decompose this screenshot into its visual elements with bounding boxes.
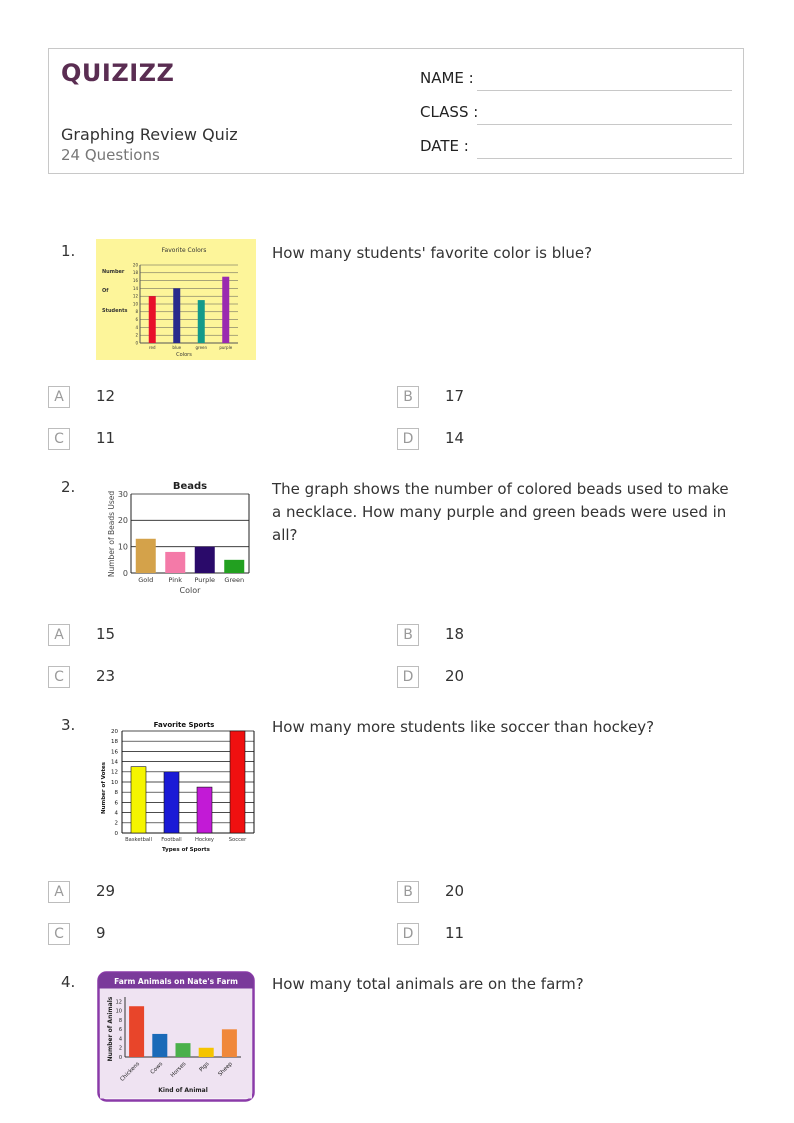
bar <box>131 767 146 833</box>
y-tick-label: 18 <box>111 739 118 746</box>
farm-animals-chart <box>97 971 255 1102</box>
question-number: 1. <box>61 242 76 260</box>
y-tick-label: 18 <box>132 270 138 276</box>
bar <box>176 1043 191 1057</box>
bar <box>173 288 180 343</box>
worksheet-header <box>48 48 744 174</box>
y-tick-label: 0 <box>114 830 118 837</box>
y-tick-label: 6 <box>114 800 118 807</box>
option-b-box[interactable]: B <box>397 881 419 903</box>
y-axis-label: Number of Votes <box>101 762 107 814</box>
y-axis-label-part: Students <box>102 308 128 314</box>
y-tick-label: 12 <box>132 293 138 299</box>
bar <box>198 300 205 343</box>
y-axis-label-part: Of <box>102 288 109 294</box>
chart-title: Favorite Colors <box>161 247 207 254</box>
option-a-text[interactable]: 15 <box>96 625 116 643</box>
option-a-text[interactable]: 12 <box>96 387 116 405</box>
option-d-text[interactable]: 14 <box>445 429 465 447</box>
y-tick-label: 2 <box>114 820 118 827</box>
y-tick-label: 10 <box>111 779 118 786</box>
bar <box>136 539 156 573</box>
question-text: The graph shows the number of colored beads used to make a necklace. How many purple and green beads were used in all? <box>272 480 729 544</box>
option-c-text[interactable]: 11 <box>96 429 116 447</box>
option-a-text[interactable]: 29 <box>96 882 116 900</box>
bar <box>199 1048 214 1057</box>
x-axis-label: Types of Sports <box>162 847 210 853</box>
x-category-label: blue <box>172 345 182 350</box>
y-tick-label: 2 <box>118 1045 122 1052</box>
option-a-box[interactable]: A <box>48 624 70 646</box>
option-d-text[interactable]: 11 <box>445 924 465 942</box>
y-tick-label: 6 <box>135 317 138 322</box>
y-axis-label: Number of Beads Used <box>107 490 116 578</box>
x-category-label: Green <box>224 576 245 584</box>
x-category-label: Horses <box>169 1061 188 1079</box>
y-tick-label: 8 <box>118 1017 122 1024</box>
option-c-text[interactable]: 9 <box>96 924 106 942</box>
y-tick-label: 4 <box>114 810 118 817</box>
name-label: NAME : <box>420 69 474 87</box>
x-category-label: green <box>195 345 208 350</box>
y-axis-label: Number of Animals <box>107 996 114 1062</box>
x-category-label: Sheep <box>217 1061 234 1078</box>
date-label: DATE : <box>420 137 469 155</box>
chart-title: Farm Animals on Nate's Farm <box>114 977 238 986</box>
chart-title: Favorite Sports <box>153 721 215 729</box>
beads-chart <box>104 477 254 597</box>
class-label: CLASS : <box>420 103 479 121</box>
y-tick-label: 20 <box>117 516 128 526</box>
bar <box>195 547 215 573</box>
y-tick-label: 14 <box>111 759 118 766</box>
option-c-text[interactable]: 23 <box>96 667 116 685</box>
option-a-box[interactable]: A <box>48 386 70 408</box>
question-number: 3. <box>61 716 76 734</box>
bar <box>222 277 229 343</box>
x-axis-label: Colors <box>176 352 192 358</box>
y-tick-label: 0 <box>135 340 138 346</box>
y-tick-label: 0 <box>122 568 128 578</box>
x-category-label: Pink <box>168 576 182 584</box>
x-category-label: Chickens <box>119 1061 142 1083</box>
y-axis-label-part: Number <box>102 269 125 275</box>
option-d-box[interactable]: D <box>397 923 419 945</box>
x-category-label: Hockey <box>194 837 215 843</box>
option-c-box[interactable]: C <box>48 923 70 945</box>
y-tick-label: 16 <box>111 749 118 756</box>
y-tick-label: 30 <box>117 489 128 499</box>
y-tick-label: 12 <box>111 769 118 776</box>
option-c-box[interactable]: C <box>48 428 70 450</box>
bar <box>197 787 212 833</box>
question-text: How many students' favorite color is blue? <box>272 244 593 262</box>
y-tick-label: 8 <box>114 790 118 797</box>
y-tick-label: 10 <box>115 1008 122 1015</box>
question-count: 24 Questions <box>61 146 160 164</box>
x-axis-label: Color <box>179 586 201 595</box>
bar <box>164 772 179 833</box>
y-tick-label: 14 <box>132 285 138 291</box>
y-tick-label: 4 <box>135 324 138 330</box>
bar <box>165 552 185 573</box>
x-category-label: Pigs <box>198 1061 211 1074</box>
bar <box>152 1034 167 1057</box>
x-category-label: Gold <box>138 576 154 584</box>
date-line <box>477 158 732 159</box>
bar <box>224 560 244 573</box>
y-tick-label: 0 <box>118 1054 122 1061</box>
option-d-box[interactable]: D <box>397 666 419 688</box>
x-axis-label: Kind of Animal <box>158 1087 208 1094</box>
option-b-box[interactable]: B <box>397 386 419 408</box>
x-category-label: Football <box>161 837 182 843</box>
name-field[interactable] <box>420 69 732 91</box>
option-d-text[interactable]: 20 <box>445 667 465 685</box>
question-number: 2. <box>61 478 76 496</box>
y-tick-label: 4 <box>118 1036 122 1043</box>
x-category-label: red <box>148 345 156 350</box>
y-tick-label: 16 <box>132 278 138 283</box>
y-tick-label: 10 <box>132 301 138 307</box>
option-a-box[interactable]: A <box>48 881 70 903</box>
y-tick-label: 10 <box>117 542 128 552</box>
question-text: How many total animals are on the farm? <box>272 975 584 993</box>
y-tick-label: 20 <box>111 728 118 735</box>
option-b-box[interactable]: B <box>397 624 419 646</box>
x-category-label: Basketball <box>125 837 152 843</box>
date-field[interactable] <box>420 137 732 159</box>
favorite-sports-chart <box>98 717 258 857</box>
x-category-label: Cows <box>149 1061 165 1076</box>
y-tick-label: 2 <box>135 332 138 338</box>
chart-title: Beads <box>172 481 208 492</box>
option-c-box[interactable]: C <box>48 666 70 688</box>
bar <box>149 296 156 343</box>
y-tick-label: 12 <box>115 999 122 1006</box>
option-b-text[interactable]: 20 <box>445 882 465 900</box>
option-b-text[interactable]: 18 <box>445 625 465 643</box>
bar <box>129 1006 144 1057</box>
favorite-colors-chart <box>96 239 256 360</box>
y-tick-label: 6 <box>118 1027 122 1034</box>
class-field[interactable] <box>420 103 732 125</box>
x-category-label: purple <box>219 345 233 350</box>
bar <box>230 731 245 833</box>
y-tick-label: 8 <box>135 309 138 315</box>
quizizz-logo: QUIZIZZ <box>61 59 175 87</box>
quiz-title: Graphing Review Quiz <box>61 125 238 144</box>
question-number: 4. <box>61 973 76 991</box>
y-tick-label: 20 <box>132 262 138 268</box>
bar <box>222 1029 237 1057</box>
name-line <box>477 90 732 91</box>
x-category-label: Soccer <box>228 837 247 843</box>
x-category-label: Purple <box>194 576 216 584</box>
class-line <box>477 124 732 125</box>
option-b-text[interactable]: 17 <box>445 387 465 405</box>
option-d-box[interactable]: D <box>397 428 419 450</box>
question-text: How many more students like soccer than hockey? <box>272 718 655 736</box>
